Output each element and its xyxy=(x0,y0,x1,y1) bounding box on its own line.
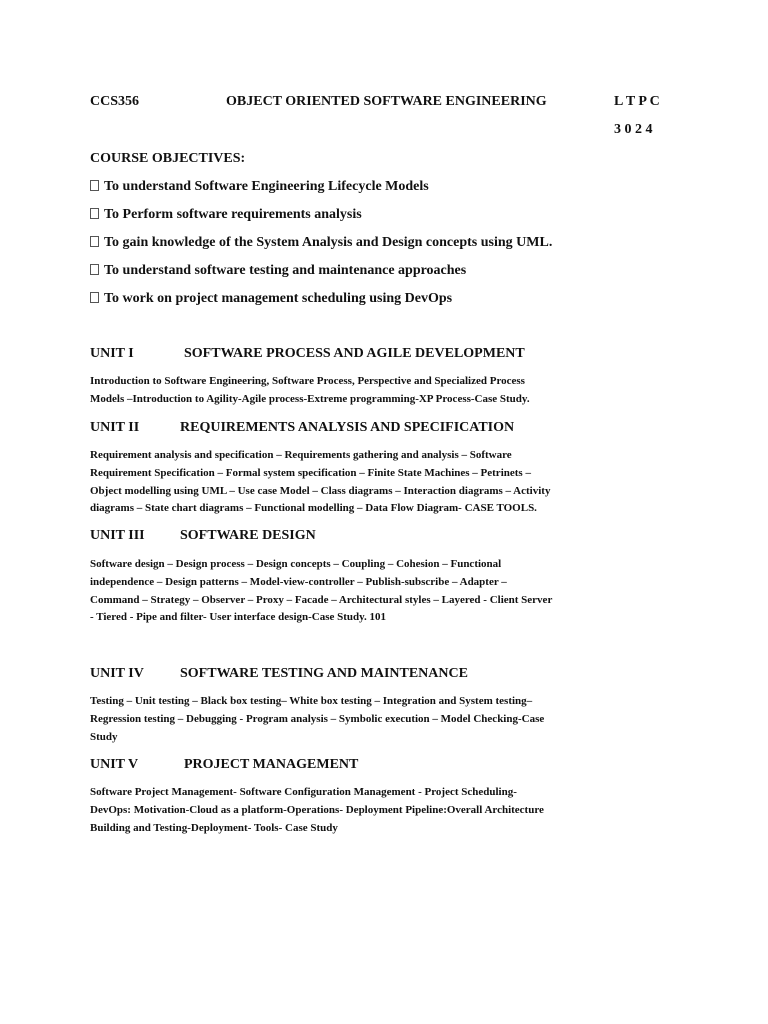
unit-title: REQUIREMENTS ANALYSIS AND SPECIFICATION xyxy=(180,420,515,435)
unit-title: SOFTWARE PROCESS AND AGILE DEVELOPMENT xyxy=(184,346,525,361)
unit-description xyxy=(90,447,690,518)
description-line: independence – Design patterns – Model-view-controller – Publish-subscribe – Adapter – xyxy=(90,575,507,588)
unit-label: UNIT IV xyxy=(90,666,144,681)
unit-title: PROJECT MANAGEMENT xyxy=(184,757,359,772)
description-line: Software Project Management- Software Configuration Management - Project Scheduling- xyxy=(90,786,517,798)
objective-item xyxy=(90,206,362,223)
unit-description xyxy=(90,784,690,837)
objective-text: To understand Software Engineering Lifecycle Models xyxy=(104,179,429,194)
unit-title: SOFTWARE TESTING AND MAINTENANCE xyxy=(180,666,468,681)
objectives-heading: COURSE OBJECTIVES: xyxy=(90,151,246,166)
description-line: Requirement Specification – Formal system specification – Finite State Machines – Petrinets – xyxy=(90,466,531,479)
unit-label: UNIT V xyxy=(90,757,139,772)
objective-item xyxy=(90,178,429,195)
bullet-box-icon xyxy=(90,208,99,219)
course-code: CCS356 xyxy=(90,94,140,109)
bullet-box-icon xyxy=(90,180,99,191)
objective-text: To understand software testing and maintenance approaches xyxy=(104,263,467,278)
description-line: Models –Introduction to Agility-Agile process-Extreme programming-XP Process-Case Study. xyxy=(90,392,530,405)
unit-description xyxy=(90,373,690,409)
description-line: Testing – Unit testing – Black box testing– White box testing – Integration and System testing– xyxy=(90,695,533,707)
objective-text: To gain knowledge of the System Analysis and Design concepts using UML. xyxy=(104,235,553,250)
unit-label: UNIT I xyxy=(90,346,134,361)
ltpc-label: L T P C xyxy=(614,94,660,109)
objective-item xyxy=(90,234,552,251)
bullet-box-icon xyxy=(90,292,99,303)
unit-title: SOFTWARE DESIGN xyxy=(180,528,316,543)
unit-label: UNIT II xyxy=(90,420,140,435)
description-line: DevOps: Motivation-Cloud as a platform-Operations- Deployment Pipeline:Overall Architecture xyxy=(90,803,544,816)
description-line: Object modelling using UML – Use case Model – Class diagrams – Interaction diagrams – Activity xyxy=(90,484,551,497)
description-line: Regression testing – Debugging - Program analysis – Symbolic execution – Model Checking-Case xyxy=(90,712,545,725)
unit-description xyxy=(90,693,690,746)
description-line: Command – Strategy – Observer – Proxy – Facade – Architectural styles – Layered - Client Server xyxy=(90,593,553,606)
description-line: - Tiered - Pipe and filter- User interface design-Case Study. 101 xyxy=(90,611,387,624)
bullet-box-icon xyxy=(90,264,99,275)
objective-text: To work on project management scheduling using DevOps xyxy=(104,291,453,306)
unit-label: UNIT III xyxy=(90,528,145,543)
objective-text: To Perform software requirements analysis xyxy=(104,207,362,222)
description-line: Building and Testing-Deployment- Tools- Case Study xyxy=(90,821,338,834)
objective-item xyxy=(90,262,466,279)
objective-item xyxy=(90,290,452,307)
course-title: OBJECT ORIENTED SOFTWARE ENGINEERING xyxy=(226,94,547,109)
description-line: Study xyxy=(90,730,118,743)
description-line: diagrams – State chart diagrams – Functional modelling – Data Flow Diagram- CASE TOOLS. xyxy=(90,502,537,515)
description-line: Introduction to Software Engineering, Software Process, Perspective and Specialized Process xyxy=(90,375,525,387)
description-line: Requirement analysis and specification – Requirements gathering and analysis – Software xyxy=(90,449,512,461)
ltpc-values: 3 0 2 4 xyxy=(614,122,653,137)
description-line: Software design – Design process – Design concepts – Coupling – Cohesion – Functional xyxy=(90,558,502,570)
unit-description xyxy=(90,556,690,627)
bullet-box-icon xyxy=(90,236,99,247)
